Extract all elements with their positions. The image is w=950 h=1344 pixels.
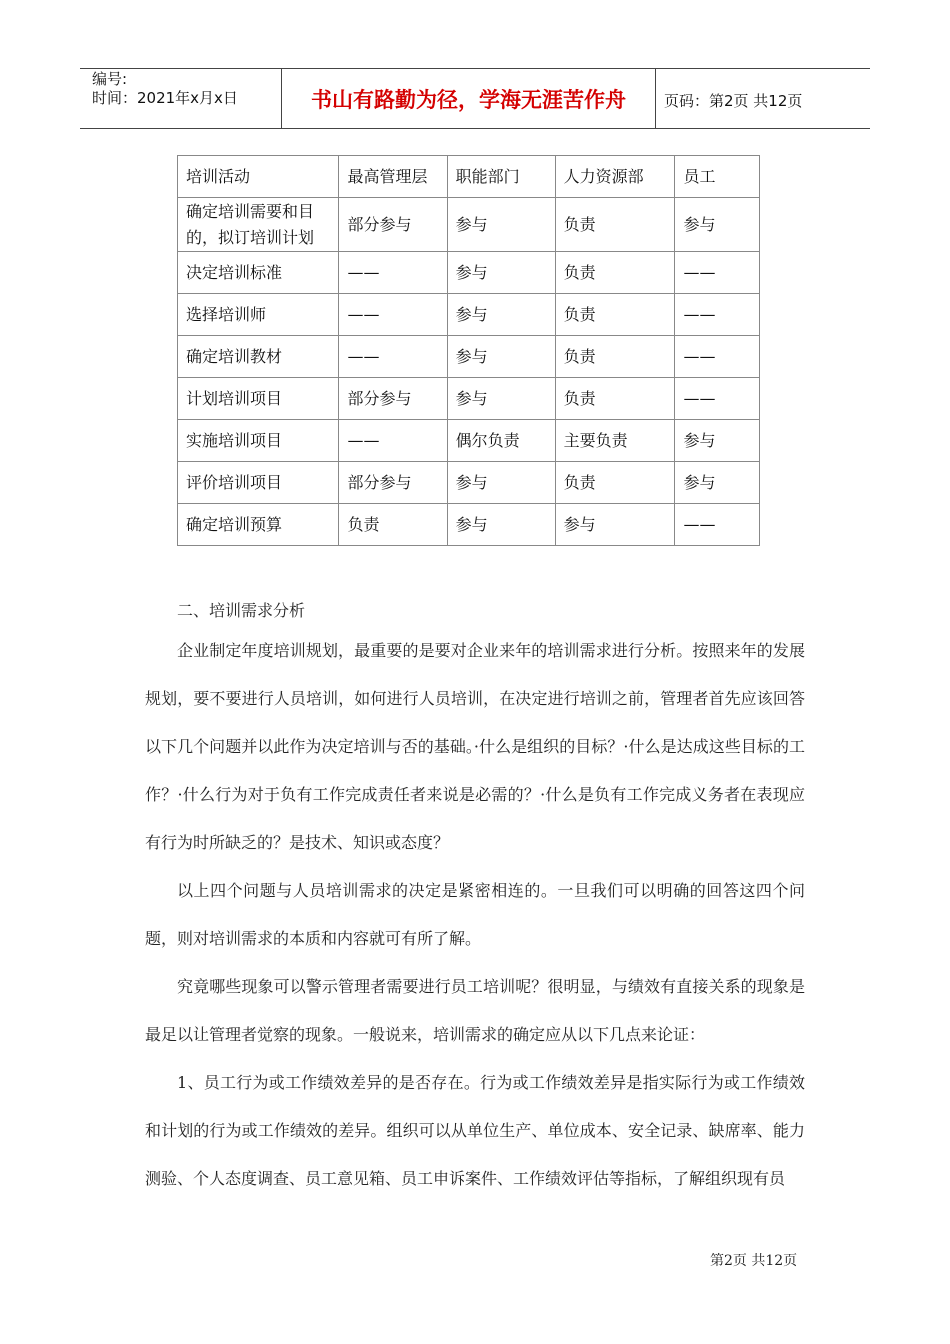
- table-cell: ——: [339, 336, 447, 378]
- body-text: [145, 627, 805, 1203]
- table-row: [178, 504, 760, 546]
- table-cell: 确定培训预算: [178, 504, 339, 546]
- table-row: [178, 462, 760, 504]
- table-cell: 确定培训需要和目的，拟订培训计划: [178, 198, 339, 252]
- table-cell: 决定培训标准: [178, 252, 339, 294]
- table-header-cell: 培训活动: [178, 156, 339, 198]
- table-cell: 偶尔负责: [447, 420, 555, 462]
- header-top-rule: [80, 68, 870, 69]
- table-cell: 确定培训教材: [178, 336, 339, 378]
- table-cell: 参与: [675, 198, 760, 252]
- table-header-cell: 最高管理层: [339, 156, 447, 198]
- table-header-cell: 职能部门: [447, 156, 555, 198]
- table-row: [178, 420, 760, 462]
- table-header-cell: 员工: [675, 156, 760, 198]
- paragraph: 以上四个问题与人员培训需求的决定是紧密相连的。一旦我们可以明确的回答这四个问题，则对培训需求的本质和内容就可有所了解。: [145, 881, 805, 948]
- date-label: 时间：2021年x月x日: [92, 89, 238, 107]
- table-row: [178, 198, 760, 252]
- table-cell: 负责: [555, 294, 675, 336]
- table-cell: ——: [675, 294, 760, 336]
- table-cell: 参与: [675, 462, 760, 504]
- table-cell: 参与: [447, 252, 555, 294]
- table-cell: ——: [339, 420, 447, 462]
- header-motto: 书山有路勤为径，学海无涯苦作舟: [311, 87, 626, 112]
- paragraph: 1、员工行为或工作绩效差异的是否存在。行为或工作绩效差异是指实际行为或工作绩效和计划的行为或工作绩效的差异。组织可以从单位生产、单位成本、安全记录、缺席率、能力测验、个人态度调查、员工意见箱、员工申诉案件、工作绩效评估等指标，了解组织现有员: [145, 1073, 805, 1188]
- table-cell: 部分参与: [339, 198, 447, 252]
- table-cell: 实施培训项目: [178, 420, 339, 462]
- table-cell: 主要负责: [555, 420, 675, 462]
- serial-label: 编号:: [92, 70, 128, 88]
- table-cell: 参与: [447, 294, 555, 336]
- paragraph: 企业制定年度培训规划，最重要的是要对企业来年的培训需求进行分析。按照来年的发展规划，要不要进行人员培训，如何进行人员培训，在决定进行培训之前，管理者首先应该回答以下几个问题并以此作为决定培训与否的基础。·什么是组织的目标？·什么是达成这些目标的工作？·什么行为对于负有工作完成责任者来说是必需的？·什么是负有工作完成义务者在表现应有行为时所缺乏的？是技术、知识或态度？: [145, 641, 805, 852]
- table-cell: 参与: [447, 378, 555, 420]
- table-cell: 评价培训项目: [178, 462, 339, 504]
- table-cell: 负责: [339, 504, 447, 546]
- page-footer: 第2页 共12页: [710, 1253, 798, 1269]
- table-cell: ——: [675, 504, 760, 546]
- table-cell: 负责: [555, 198, 675, 252]
- table-cell: 参与: [447, 462, 555, 504]
- table-cell: ——: [339, 294, 447, 336]
- table-cell: ——: [675, 378, 760, 420]
- header-page-info: 页码：第2页 共12页: [664, 92, 803, 110]
- table-cell: 参与: [447, 336, 555, 378]
- header-meta: [92, 70, 238, 108]
- table-cell: 部分参与: [339, 378, 447, 420]
- table-cell: ——: [339, 252, 447, 294]
- section-heading: 二、培训需求分析: [177, 601, 306, 620]
- table-cell: ——: [675, 252, 760, 294]
- table-row: [178, 378, 760, 420]
- table-row: [178, 252, 760, 294]
- table-cell: 负责: [555, 336, 675, 378]
- table-cell: ——: [675, 336, 760, 378]
- table-cell: 负责: [555, 462, 675, 504]
- table-cell: 参与: [555, 504, 675, 546]
- table-cell: 负责: [555, 378, 675, 420]
- table-cell: 参与: [447, 198, 555, 252]
- table-row: [178, 294, 760, 336]
- table-cell: 部分参与: [339, 462, 447, 504]
- table-cell: 选择培训师: [178, 294, 339, 336]
- table-header-cell: 人力资源部: [555, 156, 675, 198]
- table-cell: 参与: [447, 504, 555, 546]
- training-responsibility-table: [177, 155, 760, 546]
- table-cell: 参与: [675, 420, 760, 462]
- paragraph: 究竟哪些现象可以警示管理者需要进行员工培训呢？很明显，与绩效有直接关系的现象是最足以让管理者觉察的现象。一般说来，培训需求的确定应从以下几点来论证：: [145, 977, 805, 1044]
- table-cell: 计划培训项目: [178, 378, 339, 420]
- header-bottom-rule: [80, 128, 870, 129]
- table-row: [178, 336, 760, 378]
- header-divider-right: [655, 68, 656, 129]
- table-cell: 负责: [555, 252, 675, 294]
- table-header-row: [178, 156, 760, 198]
